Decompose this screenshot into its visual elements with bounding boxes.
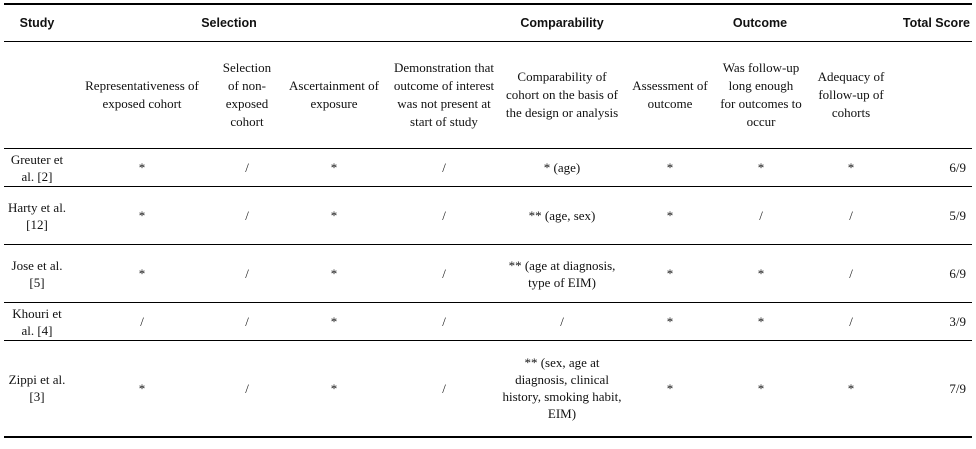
cell-comparability: * (age) (500, 149, 624, 187)
cell-selection-non-exposed: / (214, 341, 280, 437)
table-row (4, 149, 972, 187)
cell-study: Zippi et al. [3] (4, 341, 70, 437)
cell-assessment: * (624, 303, 716, 341)
table-row (4, 341, 972, 437)
cell-follow-up-long: * (716, 149, 806, 187)
subheader-adequacy: Adequacy of follow-up of cohorts (806, 42, 896, 149)
cell-adequacy: / (806, 245, 896, 303)
cell-adequacy: / (806, 187, 896, 245)
cell-adequacy: * (806, 341, 896, 437)
cell-study: Jose et al. [5] (4, 245, 70, 303)
cell-selection-non-exposed: / (214, 245, 280, 303)
cell-representativeness: * (70, 149, 214, 187)
cell-assessment: * (624, 187, 716, 245)
cell-selection-non-exposed: / (214, 187, 280, 245)
cell-follow-up-long: / (716, 187, 806, 245)
subheader-ascertainment: Ascertainment of exposure (280, 42, 388, 149)
cell-total-score: 6/9 (896, 149, 972, 187)
cell-total-score: 7/9 (896, 341, 972, 437)
cell-ascertainment: * (280, 245, 388, 303)
subheader-selection-non-exposed: Selection of non-exposed cohort (214, 42, 280, 149)
subheader-follow-up-long: Was follow-up long enough for outcomes to occur (716, 42, 806, 149)
cell-comparability: ** (sex, age at diagnosis, clinical history, smoking habit, EIM) (500, 341, 624, 437)
header-comparability: Comparability (500, 4, 624, 42)
cell-ascertainment: * (280, 303, 388, 341)
cell-demonstration: / (388, 149, 500, 187)
table-row (4, 303, 972, 341)
cell-assessment: * (624, 149, 716, 187)
cell-ascertainment: * (280, 341, 388, 437)
table-row (4, 187, 972, 245)
cell-representativeness: * (70, 187, 214, 245)
cell-ascertainment: * (280, 187, 388, 245)
cell-follow-up-long: * (716, 341, 806, 437)
cell-study: Greuter et al. [2] (4, 149, 70, 187)
cell-demonstration: / (388, 303, 500, 341)
subheader-row (4, 42, 972, 149)
cell-total-score: 6/9 (896, 245, 972, 303)
cell-demonstration: / (388, 245, 500, 303)
table-row (4, 245, 972, 303)
cell-representativeness: / (70, 303, 214, 341)
cell-representativeness: * (70, 245, 214, 303)
header-outcome: Outcome (624, 4, 896, 42)
cell-representativeness: * (70, 341, 214, 437)
cell-demonstration: / (388, 341, 500, 437)
cell-selection-non-exposed: / (214, 303, 280, 341)
cell-comparability: / (500, 303, 624, 341)
header-total-score: Total Score (896, 4, 972, 42)
cell-study: Harty et al. [12] (4, 187, 70, 245)
cell-ascertainment: * (280, 149, 388, 187)
cell-adequacy: / (806, 303, 896, 341)
cell-adequacy: * (806, 149, 896, 187)
header-selection: Selection (70, 4, 388, 42)
subheader-demonstration: Demonstration that outcome of interest was not present at start of study (388, 42, 500, 149)
quality-assessment-table (4, 3, 972, 438)
cell-selection-non-exposed: / (214, 149, 280, 187)
cell-assessment: * (624, 341, 716, 437)
cell-total-score: 5/9 (896, 187, 972, 245)
cell-assessment: * (624, 245, 716, 303)
cell-comparability: ** (age, sex) (500, 187, 624, 245)
subheader-comparability: Comparability of cohort on the basis of the design or analysis (500, 42, 624, 149)
cell-demonstration: / (388, 187, 500, 245)
cell-follow-up-long: * (716, 303, 806, 341)
cell-comparability: ** (age at diagnosis, type of EIM) (500, 245, 624, 303)
header-study: Study (4, 4, 70, 42)
cell-follow-up-long: * (716, 245, 806, 303)
cell-study: Khouri et al. [4] (4, 303, 70, 341)
header-row (4, 4, 972, 42)
subheader-assessment: Assessment of outcome (624, 42, 716, 149)
cell-total-score: 3/9 (896, 303, 972, 341)
subheader-representativeness: Representativeness of exposed cohort (70, 42, 214, 149)
